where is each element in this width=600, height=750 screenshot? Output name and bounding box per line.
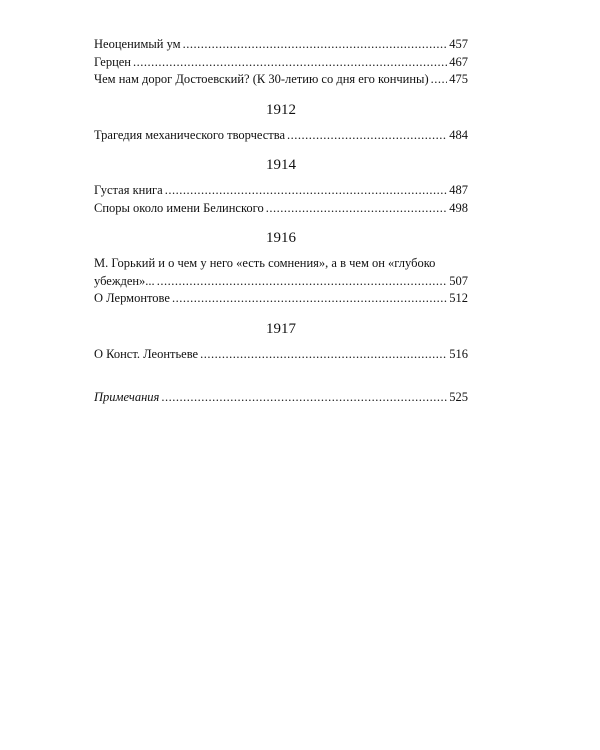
toc-entry-dostoevsky[interactable] [94, 71, 468, 89]
toc-entry-page: 457 [449, 37, 468, 51]
toc-entry-notes[interactable] [94, 389, 468, 407]
toc-entry-title-line2: убежден»... [94, 273, 155, 288]
toc-entry-title-line1: М. Горький и о чем у него «есть сомнения», а в чем он «глубоко [94, 256, 436, 270]
year-heading-1916: 1916 [266, 230, 296, 246]
toc-entry-gustaya-kniga[interactable] [94, 182, 468, 200]
toc-entry-leontiev[interactable] [94, 346, 468, 364]
toc-entry-title: Герцен [94, 54, 131, 69]
toc-entry-neocenimyi-um[interactable] [94, 36, 468, 54]
toc-entry-page: 525 [449, 390, 468, 404]
toc-entry-page: 507 [449, 273, 468, 288]
toc-entry-page: 498 [449, 200, 468, 215]
year-heading-1914: 1914 [266, 157, 296, 173]
toc-entry-title: Трагедия механического творчества [94, 127, 286, 142]
year-heading-1912: 1912 [266, 101, 296, 118]
toc-entry-title: Неоценимый ум [94, 37, 181, 51]
toc-entry-page: 467 [449, 54, 468, 69]
dot-leader [183, 36, 448, 54]
toc-entry-page: 484 [449, 127, 468, 142]
toc-entry-page: 512 [449, 291, 468, 305]
toc-entry-title: О Лермонтове [94, 291, 170, 305]
dot-leader [287, 127, 447, 145]
dot-leader [157, 273, 448, 291]
dot-leader [172, 290, 447, 308]
year-heading-1917: 1917 [266, 320, 296, 337]
toc-entry-page: 487 [449, 183, 468, 197]
toc-entry-title: Споры около имени Белинского [94, 200, 264, 215]
toc-entry-title: Чем нам дорог Достоевский? (К 30-летию со дня его кончины) [94, 72, 429, 86]
dot-leader [200, 346, 447, 364]
toc-entry-title: О Конст. Леонтьеве [94, 346, 199, 361]
dot-leader [266, 200, 448, 218]
toc-entry-page: 475 [449, 72, 468, 86]
dot-leader [161, 389, 447, 407]
toc-entry-title: Густая книга [94, 183, 163, 197]
table-of-contents [94, 36, 468, 407]
dot-leader [431, 71, 448, 89]
toc-entry-gorky[interactable] [94, 255, 468, 290]
toc-entry-gercen[interactable] [94, 54, 468, 72]
dot-leader [165, 182, 448, 200]
toc-entry-title: Примечания [94, 390, 160, 404]
dot-leader [133, 54, 447, 72]
toc-entry-page: 516 [449, 346, 468, 361]
toc-entry-tragediya[interactable] [94, 127, 468, 145]
toc-entry-lermontov[interactable] [94, 290, 468, 308]
toc-entry-spory-belinsky[interactable] [94, 200, 468, 218]
